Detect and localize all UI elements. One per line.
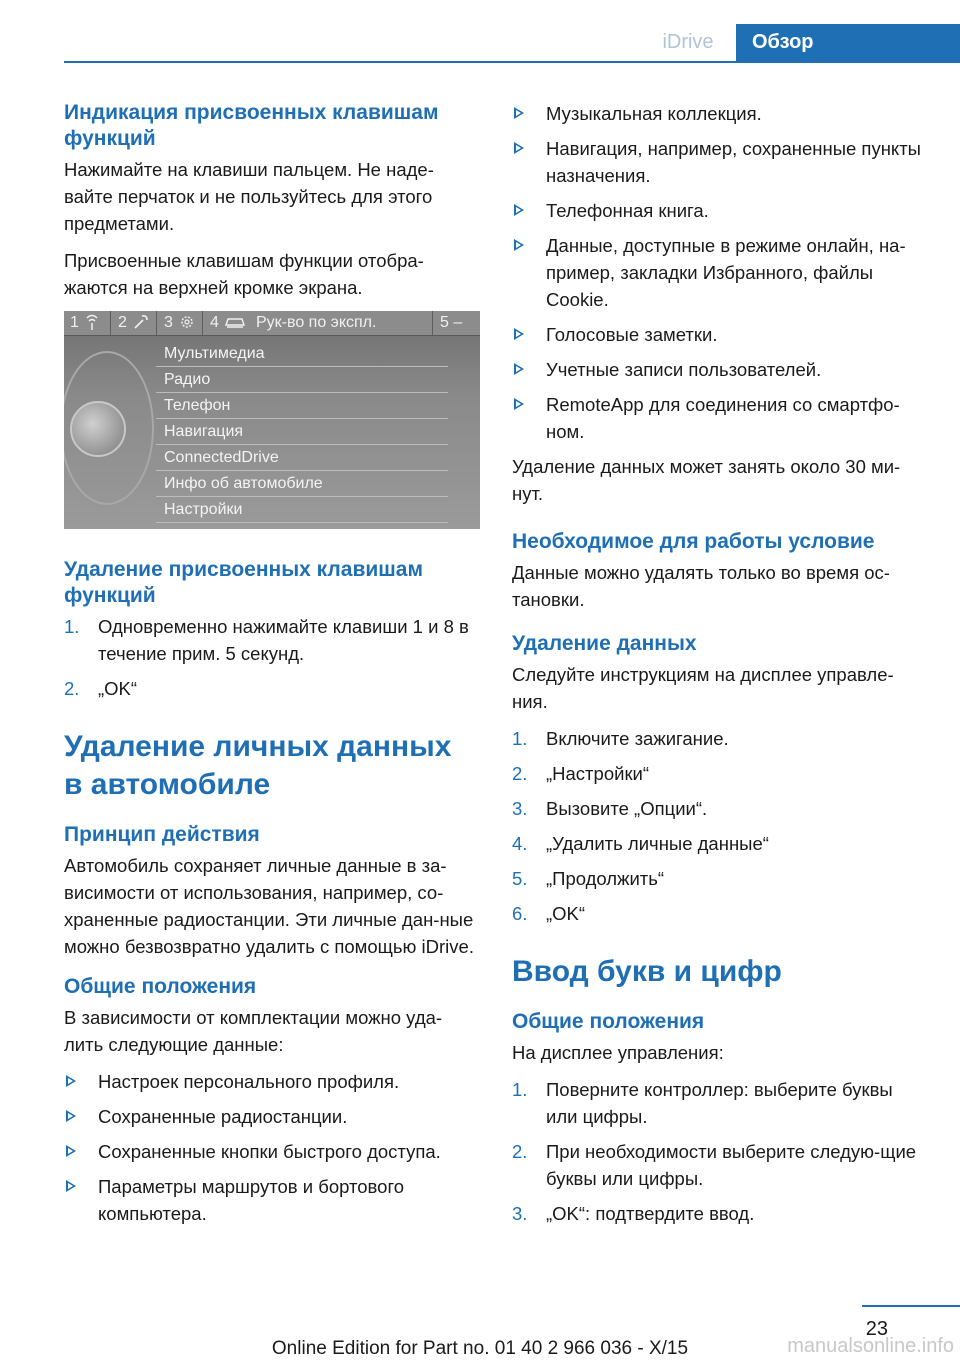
- list-item: 1. Поверните контроллер: выберите буквы или цифры.: [512, 1079, 893, 1127]
- left-column: [64, 100, 474, 1235]
- triangle-bullet-icon: [514, 328, 524, 340]
- section-title-delete-key-functions: Удаление присвоенных клавишам функций: [64, 558, 423, 607]
- header-rule: [64, 61, 960, 63]
- list-item: Голосовые заметки.: [512, 321, 928, 348]
- list-item: Параметры маршрутов и бортового компьютера.: [64, 1173, 474, 1227]
- screen-menu-item: Инфо об автомобиле: [156, 471, 448, 497]
- section-title-delete-data: Удаление данных: [512, 632, 697, 655]
- paragraph: Данные можно удалять только во время ос-тановки.: [512, 562, 890, 610]
- section-title-general: Общие положения: [64, 975, 257, 998]
- triangle-bullet-icon: [66, 1145, 76, 1157]
- phone-signal-icon: [84, 313, 100, 336]
- section-title-principle: Принцип действия: [64, 823, 260, 846]
- chapter-title-delete-personal-data: Удаление личных данных в автомобиле: [64, 730, 452, 801]
- paragraph: Следуйте инструкциям на дисплее управле-ния.: [512, 664, 894, 712]
- screen-menu-item: Мультимедиа: [156, 341, 448, 367]
- triangle-bullet-icon: [514, 239, 524, 251]
- paragraph: В зависимости от комплектации можно уда-лить следующие данные:: [64, 1007, 443, 1055]
- steps-list: [512, 1076, 928, 1227]
- steps-list: [64, 613, 474, 702]
- screen-key-label: Рук-во по экспл.: [256, 314, 377, 331]
- list-item: RemoteApp для соединения со смартфо-ном.: [512, 391, 928, 445]
- screen-menu-item: Настройки: [156, 497, 448, 523]
- triangle-bullet-icon: [514, 398, 524, 410]
- list-item: 2. „Настройки“: [512, 763, 650, 784]
- list-item: 1. Включите зажигание.: [512, 728, 729, 749]
- bullet-list: [512, 100, 928, 445]
- section-title-key-indication: Индикация присвоенных клавишам функций: [64, 101, 439, 150]
- header-tab-idrive[interactable]: iDrive: [662, 31, 714, 53]
- triangle-bullet-icon: [514, 142, 524, 154]
- screen-menu-item: ConnectedDrive: [156, 445, 448, 471]
- screen-key-label: 2: [118, 314, 127, 331]
- list-item: 2. При необходимости выберите следую-щие буквы или цифры.: [512, 1141, 917, 1189]
- screen-key-bar: [64, 311, 480, 336]
- screen-key-label: 4: [210, 314, 219, 331]
- steps-list: [512, 725, 928, 927]
- section-title-general: Общие положения: [512, 1010, 705, 1033]
- list-item: 1. Одновременно нажимайте клавиши 1 и 8 в течение прим. 5 секунд.: [64, 616, 469, 664]
- list-item: Данные, доступные в режиме онлайн, на-пример, закладки Избранного, файлы Cookie.: [512, 232, 928, 313]
- paragraph: Присвоенные клавишам функции отобра-жаются на верхней кромке экрана.: [64, 250, 424, 298]
- list-item: 6. „OK“: [512, 903, 586, 924]
- triangle-bullet-icon: [66, 1180, 76, 1192]
- paragraph: Удаление данных может занять около 30 ми-нут.: [512, 456, 901, 504]
- triangle-bullet-icon: [514, 107, 524, 119]
- chapter-title-letters-digits: Ввод букв и цифр: [512, 955, 782, 988]
- bullet-list: [64, 1068, 474, 1227]
- triangle-bullet-icon: [66, 1110, 76, 1122]
- list-item: 3. „OK“: подтвердите ввод.: [512, 1203, 755, 1224]
- list-item: Настроек персонального профиля.: [64, 1068, 474, 1095]
- header-tab-overview[interactable]: Обзор: [736, 24, 960, 61]
- triangle-bullet-icon: [514, 363, 524, 375]
- online-edition-note: Online Edition for Part no. 01 40 2 966 036 - X/15: [271, 1338, 689, 1359]
- screen-menu-item: Навигация: [156, 419, 448, 445]
- list-item: Сохраненные кнопки быстрого доступа.: [64, 1138, 474, 1165]
- screen-key-label: 5 –: [440, 314, 463, 331]
- list-item: Навигация, например, сохраненные пункты назначения.: [512, 135, 928, 189]
- triangle-bullet-icon: [66, 1075, 76, 1087]
- footer-rule: [862, 1305, 960, 1307]
- gear-icon: [178, 313, 196, 336]
- screen-menu-item: Телефон: [156, 393, 448, 419]
- list-item: Учетные записи пользователей.: [512, 356, 928, 383]
- list-item: 4. „Удалить личные данные“: [512, 833, 769, 854]
- paragraph: Нажимайте на клавиши пальцем. Не наде-вайте перчаток и не пользуйтесь для этого предметами.: [64, 159, 434, 234]
- right-column: [512, 100, 928, 1235]
- page-number: 23: [865, 1318, 888, 1340]
- list-item: Телефонная книга.: [512, 197, 928, 224]
- list-item: 2. „OK“: [64, 678, 138, 699]
- paragraph: На дисплее управления:: [512, 1042, 724, 1063]
- list-item: 3. Вызовите „Опции“.: [512, 798, 708, 819]
- list-item: Музыкальная коллекция.: [512, 100, 928, 127]
- section-title-requirement: Необходимое для работы условие: [512, 530, 875, 553]
- list-item: Сохраненные радиостанции.: [64, 1103, 474, 1130]
- idrive-screen-image: [64, 311, 480, 529]
- watermark: manualsonline.info: [787, 1335, 954, 1357]
- paragraph: Автомобиль сохраняет личные данные в за-висимости от использования, например, со-храненные радиостанции. Эти личные дан-ные можно безвозвратно удалить с помощью iDrive.: [64, 855, 474, 957]
- screen-key-label: 1: [70, 314, 79, 331]
- triangle-bullet-icon: [514, 204, 524, 216]
- screen-menu: [156, 341, 448, 523]
- screen-key-label: 3: [164, 314, 173, 331]
- screen-menu-item: Радио: [156, 367, 448, 393]
- wrench-icon: [132, 313, 150, 336]
- list-item: 5. „Продолжить“: [512, 868, 665, 889]
- car-manual-icon: [224, 314, 246, 335]
- controller-knob-icon: [70, 401, 126, 457]
